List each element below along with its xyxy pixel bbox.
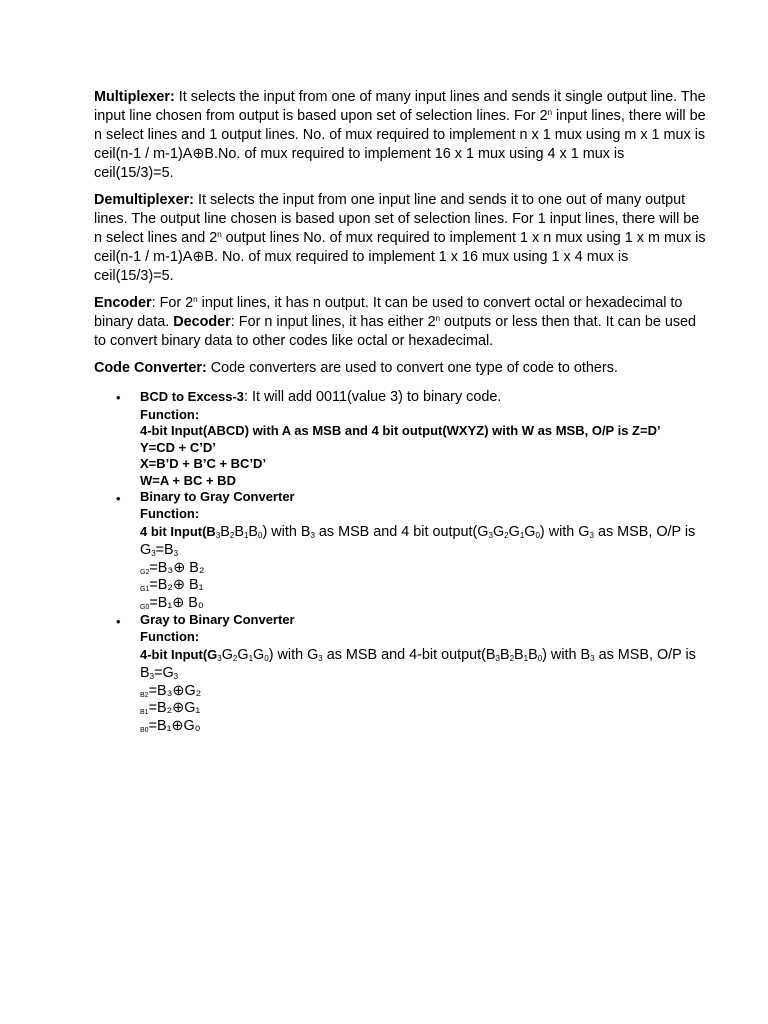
encoder-heading: Encoder bbox=[94, 295, 152, 311]
encoder-decoder-paragraph: Encoder: For 2$^n$ input lines, it has n output. It can be used to convert octal or hexadecimal to binary data. Decoder: For n input lines, it has either 2$^n$ outputs or less then that. It can be used to convert binary data to other codes like octal or hexadecimal. bbox=[94, 295, 697, 349]
b2g-eq-g0: G0=B₁⊕ B₀ bbox=[140, 594, 204, 611]
b2g-eq-g3: G3=B3 bbox=[140, 542, 179, 558]
demultiplexer-paragraph: Demultiplexer: It selects the input from one input line and sends it to one out of many output lines. The output line chosen is based upon set of selection lines. For 1 input lines, there will be n select lines and 2$^n$ output lines No. of mux required to implement 1 x n mux using 1 x m mux is ceil(n-1 / m-1)A⊕B. No. of mux required to implement 1 x 16 mux using 1 x 4 mux is ceil(15/3)=5. bbox=[94, 192, 706, 284]
bcd-title: BCD to Excess-3 bbox=[140, 389, 245, 404]
g2b-title: • Gray to Binary Converter bbox=[140, 612, 295, 627]
document-page bbox=[94, 88, 706, 735]
g2b-eq-b0: B0=B₁⊕G₀ bbox=[140, 717, 201, 734]
list-item-gray-to-binary: • Gray to Binary Converter Function: 4-bit Input(G3G2G1G0) with G3 as MSB and 4-bit output(B3B2B1B0) with B3 as MSB, O/P is B3=G3 B2=B₃⊕G₂ B1=B₂⊕G₁ B0=B₁⊕G₀ bbox=[140, 612, 706, 735]
converter-list bbox=[94, 388, 706, 735]
code-converter-heading: Code Converter: bbox=[94, 360, 207, 376]
g2b-eq-b3: B3=G3 bbox=[140, 665, 179, 681]
multiplexer-paragraph: Multiplexer: It selects the input from one of many input lines and sends it single output line. The input line chosen from output is based upon set of selection lines. For 2$^n$ input lines, there will be n select lines and 1 output lines. No. of mux required to implement n x 1 mux using m x 1 mux is ceil(n-1 / m-1)A⊕B.No. of mux required to implement 16 x 1 mux using 4 x 1 mux is ceil(15/3)=5. bbox=[94, 89, 706, 181]
list-item-binary-to-gray: • Binary to Gray Converter Function: 4 bit Input(B3B2B1B0) with B3 as MSB and 4 bit output(G3G2G1G0) with G3 as MSB, O/P is G3=B3 G2=B₃⊕ B₂ G1=B₂⊕ B₁ G0=B₁⊕ B₀ bbox=[140, 489, 706, 612]
b2g-eq-g2: G2=B₃⊕ B₂ bbox=[140, 559, 205, 576]
list-item-bcd-excess3: • BCD to Excess-3: It will add 0011(value 3) to binary code. Function: 4-bit Input(ABCD) with A as MSB and 4 bit output(WXYZ) with W as MSB, O/P is Z=D’ Y=CD + C’D’ X=B’D + B’C + BC’D’ W=A + BC + BD bbox=[140, 388, 706, 489]
bcd-function: Function: 4-bit Input(ABCD) with A as MSB and 4 bit output(WXYZ) with W as MSB, O/P is Z=D’ Y=CD + C’D’ X=B’D + B’C + BC’D’ W=A + BC + BD bbox=[140, 406, 661, 488]
g2b-eq-b2: B2=B₃⊕G₂ bbox=[140, 682, 202, 699]
decoder-heading: Decoder bbox=[173, 314, 231, 330]
g2b-eq-b1: B1=B₂⊕G₁ bbox=[140, 700, 201, 716]
b2g-intro: 4 bit Input(B3B2B1B0) with B3 as MSB and 4 bit output(G3G2G1G0) with G3 as MSB, O/P is bbox=[140, 524, 696, 540]
code-converter-paragraph: Code Converter: Code converters are used to convert one type of code to others. bbox=[94, 360, 618, 376]
multiplexer-heading: Multiplexer: bbox=[94, 89, 175, 105]
g2b-intro: 4-bit Input(G3G2G1G0) with G3 as MSB and 4-bit output(B3B2B1B0) with B3 as MSB, O/P is bbox=[140, 647, 696, 663]
demultiplexer-heading: Demultiplexer: bbox=[94, 192, 194, 208]
b2g-title: • Binary to Gray Converter bbox=[140, 489, 295, 504]
b2g-eq-g1: G1=B₂⊕ B₁ bbox=[140, 577, 204, 593]
